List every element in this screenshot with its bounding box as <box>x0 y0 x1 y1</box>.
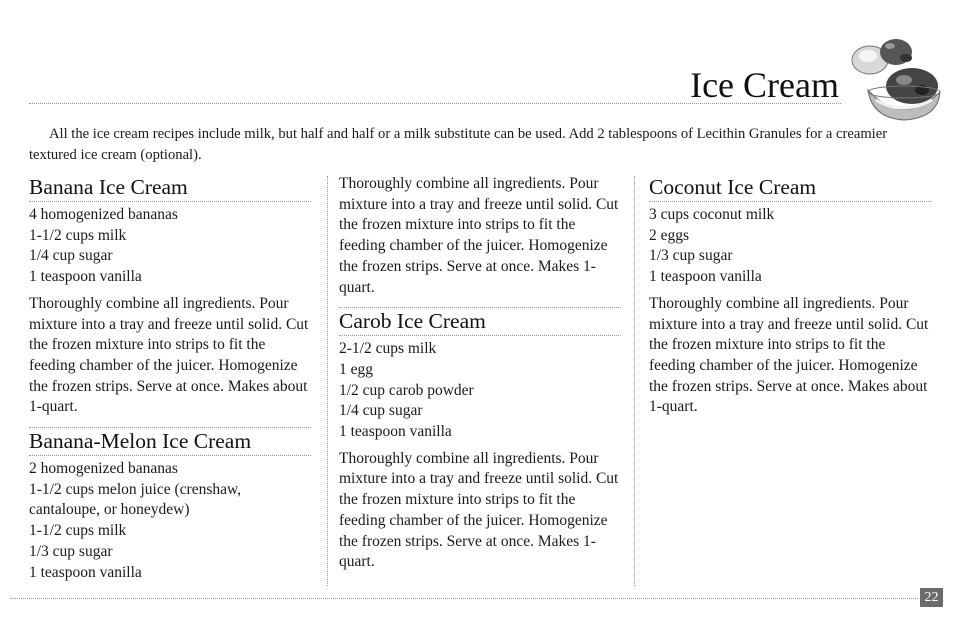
column-3 <box>649 174 931 418</box>
ingredient: 1 teaspoon vanilla <box>339 423 452 441</box>
column-1 <box>29 174 311 583</box>
recipe-method: Thoroughly combine all ingredients. Pour mixture into a tray and freeze until solid. Cut the frozen mixture into strips to fit the feeding chamber of the juicer. Homogenize the frozen strips. Serve at once. Makes 1-quart. <box>339 449 619 571</box>
ingredient-list <box>29 459 311 583</box>
ingredient: 1/4 cup sugar <box>339 402 423 420</box>
recipe-title: Carob Ice Cream <box>339 308 621 336</box>
ice-cream-bowl-icon <box>842 30 942 122</box>
ingredient: 4 homogenized bananas <box>29 206 178 223</box>
ingredient: 1 egg <box>339 360 374 378</box>
recipe-title: Banana Ice Cream <box>29 174 311 202</box>
ingredient: 1/2 cup carob powder <box>339 381 474 399</box>
recipe-title: Banana-Melon Ice Cream <box>29 428 311 456</box>
ingredient: 1/3 cup sugar <box>649 247 733 265</box>
ingredient: 2 homogenized bananas <box>29 460 178 478</box>
ingredient: 1-1/2 cups milk <box>29 522 127 540</box>
ingredient: 2 eggs <box>649 226 690 244</box>
recipe-method: Thoroughly combine all ingredients. Pour mixture into a tray and freeze until solid. Cut the frozen mixture into strips to fit the feeding chamber of the juicer. Homogenize the frozen strips. Serve at once. Makes 1-quart. <box>339 175 619 296</box>
ingredient-list <box>29 205 311 288</box>
recipe-method: Thoroughly combine all ingredients. Pour mixture into a tray and freeze until solid. Cut the frozen mixture into strips to fit the feeding chamber of the juicer. Homogenize the frozen strips. Serve at once. Makes about 1-quart. <box>649 294 929 416</box>
column-2 <box>339 174 621 573</box>
page-title: Ice Cream <box>690 65 839 105</box>
recipe-method: Thoroughly combine all ingredients. Pour mixture into a tray and freeze until solid. Cut the frozen mixture into strips to fit the feeding chamber of the juicer. Homogenize the frozen strips. Serve at once. Makes about 1-quart. <box>29 294 309 416</box>
ingredient: 1-1/2 cups milk <box>29 226 127 244</box>
footer-divider <box>10 598 918 599</box>
column-divider <box>634 176 635 586</box>
ingredient: 3 cups coconut milk <box>649 206 775 223</box>
intro-paragraph <box>29 124 921 166</box>
column-divider <box>327 176 328 586</box>
recipe-coconut <box>649 174 931 418</box>
ingredient: 2-1/2 cups milk <box>339 340 437 358</box>
intro-text: All the ice cream recipes include milk, but half and half or a milk substitute can be used. Add 2 tablespoons of Lecithin Granules for a creamier textured ice cream (optional). <box>29 126 888 163</box>
recipe-banana-melon <box>29 428 311 583</box>
page-number: 22 <box>920 588 943 607</box>
ingredient: 1 teaspoon vanilla <box>29 563 142 581</box>
ingredient: 1 teaspoon vanilla <box>29 268 142 286</box>
title-divider <box>29 103 841 104</box>
ingredient: 1 teaspoon vanilla <box>649 268 762 286</box>
recipe-carob <box>339 308 621 573</box>
ingredient: 1-1/2 cups melon juice (crenshaw, cantaloupe, or honeydew) <box>29 480 242 519</box>
ingredient-list <box>339 339 621 443</box>
recipe-banana <box>29 174 311 418</box>
ingredient-list <box>649 205 931 288</box>
ingredient: 1/4 cup sugar <box>29 247 113 265</box>
ingredient: 1/3 cup sugar <box>29 542 113 560</box>
recipe-title: Coconut Ice Cream <box>649 174 931 202</box>
